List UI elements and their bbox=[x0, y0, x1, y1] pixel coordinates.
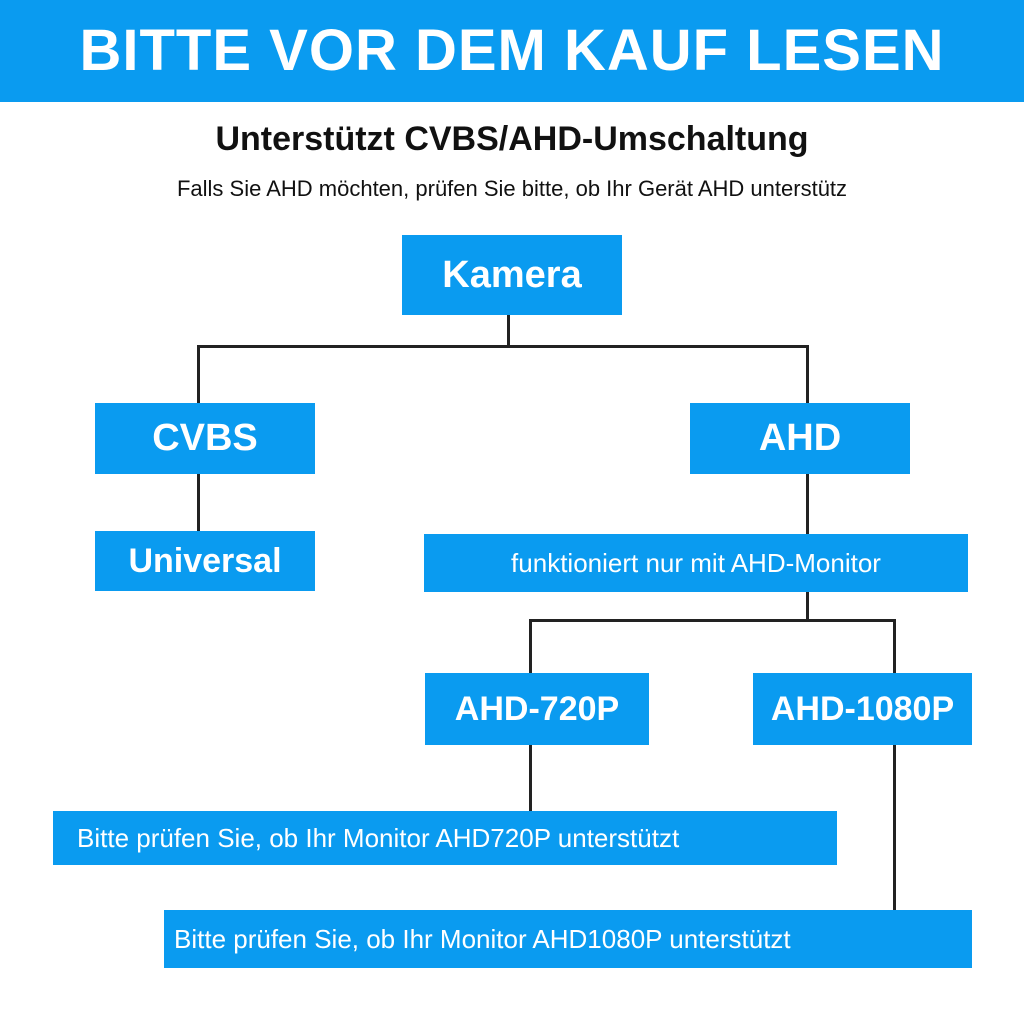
connector-camera-down bbox=[507, 314, 510, 348]
ahd-note: Falls Sie AHD möchten, prüfen Sie bitte, ob Ihr Gerät AHD unterstütz bbox=[176, 176, 848, 201]
node-ahd-1080p: AHD-1080P bbox=[753, 673, 972, 745]
connector-camera-branch bbox=[197, 345, 809, 348]
connector-monitor-down bbox=[806, 590, 809, 621]
header-banner bbox=[0, 0, 1024, 102]
connector-to-1080p bbox=[893, 619, 896, 675]
connector-cvbs-universal bbox=[197, 473, 200, 533]
connector-1080p-check bbox=[893, 744, 896, 912]
connector-ahd-monitor bbox=[806, 473, 809, 535]
node-ahd-monitor-only: funktioniert nur mit AHD-Monitor bbox=[424, 534, 968, 592]
node-cvbs: CVBS bbox=[95, 403, 315, 474]
node-camera: Kamera bbox=[402, 235, 622, 315]
connector-resolution-branch bbox=[529, 619, 896, 622]
node-ahd-720p: AHD-720P bbox=[425, 673, 649, 745]
subtitle: Unterstützt CVBS/AHD-Umschaltung bbox=[215, 120, 809, 158]
connector-to-ahd bbox=[806, 345, 809, 405]
banner-title: BITTE VOR DEM KAUF LESEN bbox=[79, 18, 945, 83]
node-check-720p: Bitte prüfen Sie, ob Ihr Monitor AHD720P unterstützt bbox=[53, 811, 837, 865]
node-check-1080p: Bitte prüfen Sie, ob Ihr Monitor AHD1080P unterstützt bbox=[164, 910, 972, 968]
connector-720p-check bbox=[529, 744, 532, 812]
connector-to-cvbs bbox=[197, 345, 200, 405]
connector-to-720p bbox=[529, 619, 532, 675]
node-ahd: AHD bbox=[690, 403, 910, 474]
node-universal: Universal bbox=[95, 531, 315, 591]
